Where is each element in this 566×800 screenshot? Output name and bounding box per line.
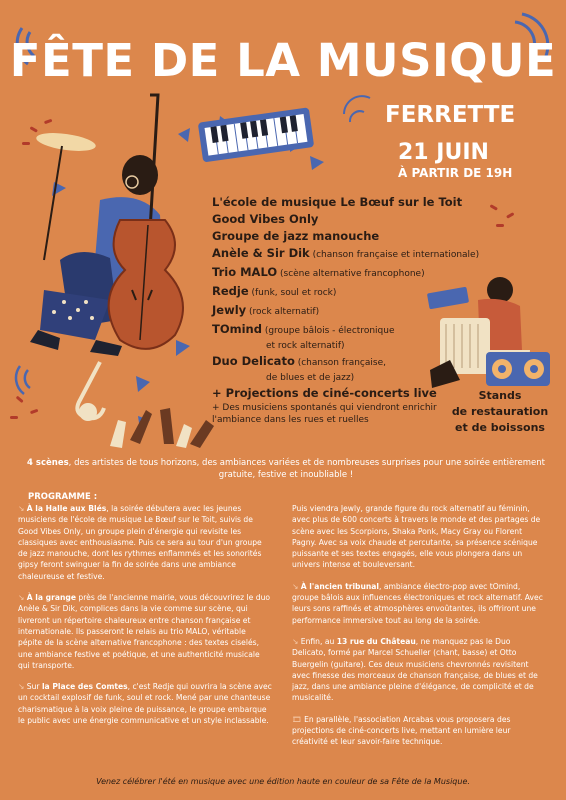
lineup-list xyxy=(212,194,480,426)
sound-wave-icon xyxy=(16,366,30,394)
keyboard-icon xyxy=(198,107,314,162)
programme-paragraph: Puis viendra Jewly, grande figure du rock alternatif au féminin, avec plus de 600 concerts à travers le monde et des partages de scène avec les Scorpions, Shaka Ponk, Macy Gray ou Florent Pagny. Avec sa voix chaude et percutante, sa présence scénique puissante et ses textes engagés, elle vous plongera dans un univers intense et bouleversant. xyxy=(292,504,541,570)
cymbal-icon xyxy=(35,130,97,260)
lineup-item: TOmind (groupe bâlois - électronique xyxy=(212,322,395,336)
programme-paragraph: ↘ Enfin, au 13 rue du Château, ne manquez pas le Duo Delicato, formé par Marcel Schueller (chant, basse) et Otto Buergelin (guitare). Ces deux musiciens chevronnés revisitent avec finesse des morceaux de chanson française, de blues et de jazz, dans une ambiance pleine d'élégance, de complicité et de musicalité. xyxy=(292,636,538,703)
boombox-icon xyxy=(486,352,550,386)
lineup-projections: + Projections de ciné-concerts live xyxy=(212,386,437,400)
arrow-icon: ↘ xyxy=(18,504,27,513)
film-icon: 🎞 xyxy=(292,714,305,724)
crowd-hands-illustration xyxy=(130,408,214,448)
event-date: 21 JUIN xyxy=(398,140,489,165)
arrow-icon: ↘ xyxy=(292,581,301,591)
arrow-icon: ↘ xyxy=(18,593,27,603)
intro-text: 4 scènes, des artistes de tous horizons, des ambiances variées et de nombreuses surprises pour une soirée entièrement gratuite, festive et inoubliable ! xyxy=(27,458,545,480)
arrow-icon: ↘ xyxy=(292,636,301,646)
programme-paragraph: ↘ Sur la Place des Comtes, c'est Redje qui ouvrira la scène avec un cocktail explosif de funk, soul et rock. Mené par une chanteuse charismatique à la voix pleine de puissance, le groupe embarque le public avec une énergie communicative et un style inclassable. xyxy=(18,682,272,726)
footer-text: Venez célébrer l'été en musique avec une édition haute en couleur de sa Fête de la Musique. xyxy=(96,777,470,786)
crowd-hands-illustration xyxy=(110,420,192,448)
event-city: FERRETTE xyxy=(385,102,516,128)
page-title: FÊTE DE LA MUSIQUE xyxy=(9,34,557,87)
lineup-item-continuation: et rock alternatif) xyxy=(266,341,345,351)
lineup-item: L'école de musique Le Bœuf sur le Toit xyxy=(212,195,463,209)
lineup-item: Trio MALO (scène alternative francophone) xyxy=(212,265,425,279)
lineup-item: Good Vibes Only xyxy=(212,212,319,226)
programme-paragraph: ↘ À l'ancien tribunal, ambiance électro-pop avec tOmind, groupe bâlois aux influences électroniques et rock alternatif. Avec leurs sons raffinés et atmosphères envoûtantes, ils offriront une performance immersive tout au long de la soirée. xyxy=(292,581,543,625)
lineup-item-continuation: de blues et de jazz) xyxy=(266,373,355,383)
programme-column-right xyxy=(292,503,546,758)
event-time: À PARTIR DE 19H xyxy=(398,166,513,180)
lineup-item: Jewly (rock alternatif) xyxy=(212,303,320,317)
lineup-item: Redje (funk, soul et rock) xyxy=(212,284,337,298)
lineup-item: Anèle & Sir Dik (chanson française et internationale) xyxy=(212,246,480,260)
programme-column-left xyxy=(18,503,272,736)
saxophone-icon xyxy=(77,362,104,419)
sound-wave-icon xyxy=(344,96,370,122)
arrow-icon: ↘ xyxy=(18,682,27,692)
programme-paragraph: 🎞 En parallèle, l'association Arcabas vous proposera des projections de ciné-concerts live, mettant en lumière leur créativité et leur savoir-faire technique. xyxy=(292,714,511,747)
lineup-extra: + Des musiciens spontanés qui viendront enrichir l'ambiance dans les rues et ruelles xyxy=(212,403,437,425)
programme-paragraph: ↘ À la grange près de l'ancienne mairie, vous découvrirez le duo Anèle & Sir Dik, complices dans la vie comme sur scène, qui livreront un répertoire chaleureux entre chanson française et internationale. Ils passeront le relais au trio MALO, véritable pépite de la scène alternative francophone : des textes ciselés, une ambiance festive et poétique, et une authenticité musicale qui transporte. xyxy=(18,593,271,670)
stands-info: Stands de restauration et de boissons xyxy=(451,389,549,434)
lineup-item: Groupe de jazz manouche xyxy=(212,229,380,243)
programme-paragraph: ↘ À la Halle aux Blés, la soirée débutera avec les jeunes musiciens de l'école de musique Le Bœuf sur le Toit, suivis de Good Vibes Only, un groupe plein d'énergie qui revisite les classiques avec enthousiasme. Puis ce sera au tour d'un groupe de jazz manouche, dont les rythmes enflammés et les sonorités gipsy feront swinguer la fin de soirée dans une ambiance chaleureuse et festive. xyxy=(18,504,262,581)
programme-title: PROGRAMME : xyxy=(28,492,98,502)
lineup-item: Duo Delicato (chanson française, xyxy=(212,354,386,368)
